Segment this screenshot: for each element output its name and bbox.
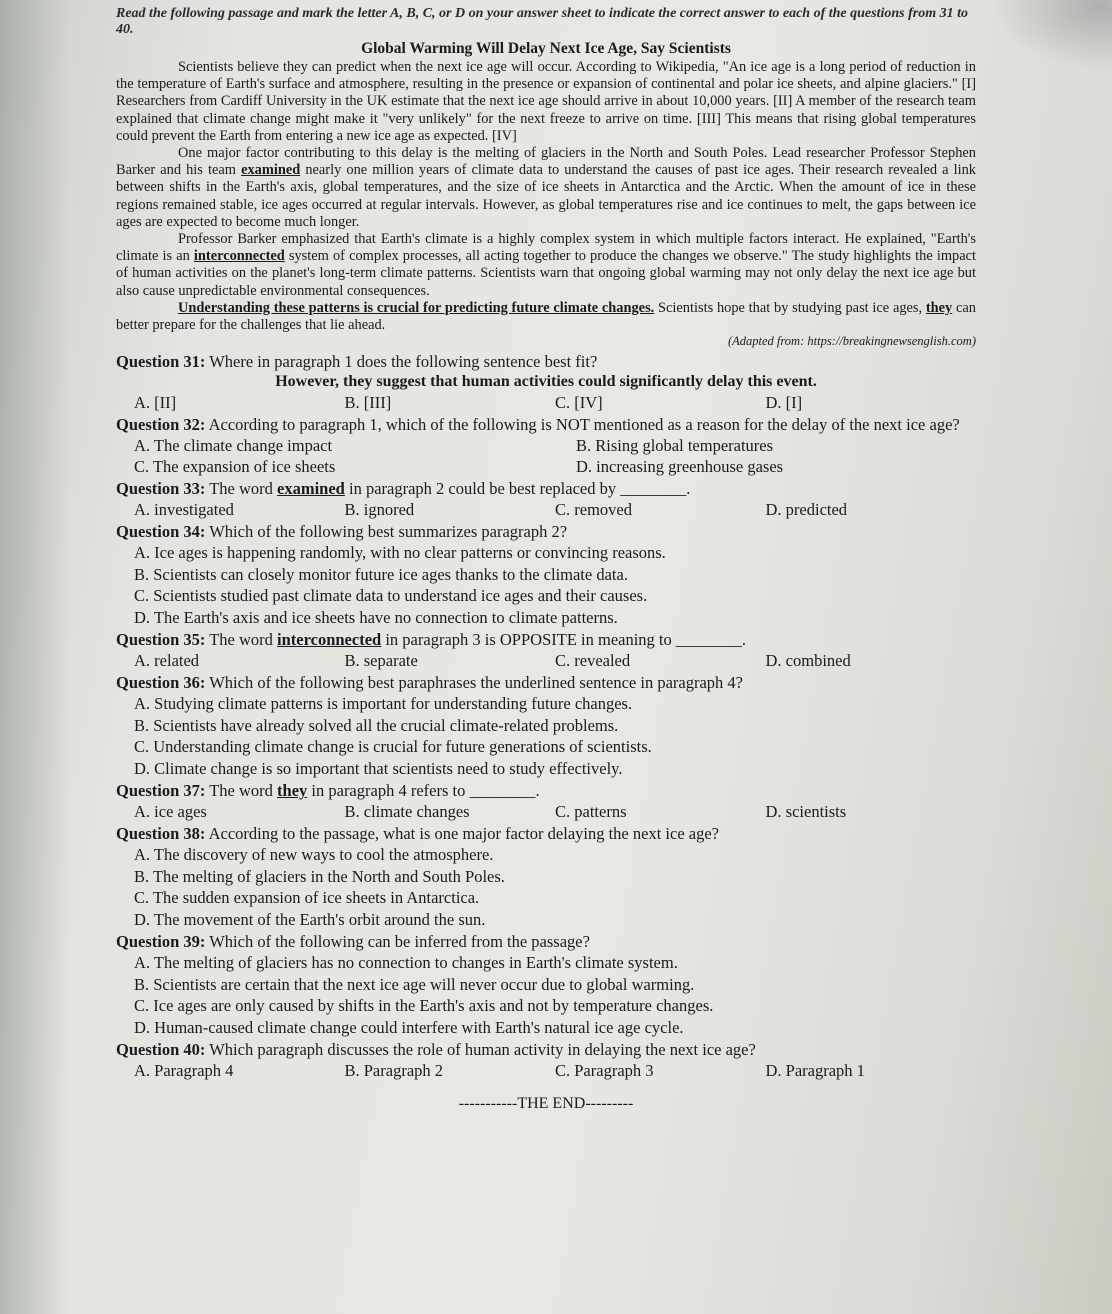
q40-option-d[interactable]: D. Paragraph 1 [765, 1061, 865, 1081]
q35-option-a[interactable]: A. related [134, 651, 200, 671]
q37-option-d[interactable]: D. scientists [765, 802, 847, 822]
question-33 [116, 478, 976, 499]
q38-label: Question 38: [116, 824, 206, 844]
paragraph-1: Scientists believe they can predict when the next ice age will occur. According to Wikipedia, "An ice age is a long period of reduction in the temperature of Earth's surface and atmosphere, resulting in the presence or expansion of continental and polar ice sheets, and alpine glaciers." [I] Researchers from Cardiff University in the UK estimate that the next ice age should arrive in about 10,000 years. [II] A member of the research team explained that climate change might make it "very unlikely" for the next freeze to arrive on time. [III] This means that rising global temperatures could prevent the Earth from entering a new ice age as expected. [IV] [116, 59, 976, 144]
q38-option-b[interactable]: B. The melting of glaciers in the North and South Poles. [134, 866, 505, 886]
q37-options [116, 801, 976, 822]
photo-shadow-left [0, 0, 70, 1314]
paragraph-2 [116, 145, 976, 231]
q31-option-b[interactable]: B. [III] [344, 393, 392, 413]
q37-option-a[interactable]: A. ice ages [134, 802, 207, 822]
q36-text: Which of the following best paraphrases the underlined sentence in paragraph 4? [205, 673, 743, 693]
q34-option-b[interactable]: B. Scientists can closely monitor future ice ages thanks to the climate data. [134, 564, 628, 584]
q33-label: Question 33: [116, 479, 206, 499]
q37-underlined-word: they [277, 781, 308, 801]
paragraph-4 [116, 300, 976, 334]
q38-option-d[interactable]: D. The movement of the Earth's orbit around the sun. [134, 909, 486, 929]
q36-option-b[interactable]: B. Scientists have already solved all the crucial climate-related problems. [134, 715, 619, 735]
q31-option-a[interactable]: A. [II] [134, 393, 177, 413]
q31-insert-sentence: However, they suggest that human activities could significantly delay this event. [275, 373, 817, 391]
q31-options [116, 392, 976, 413]
q39-label: Question 39: [116, 932, 206, 952]
q33-text-b: in paragraph 2 could be best replaced by ________. [344, 479, 691, 499]
q32-options [116, 435, 976, 477]
q37-text-a: The word [205, 781, 278, 801]
q32-option-b[interactable]: B. Rising global temperatures [576, 436, 774, 456]
q32-option-c[interactable]: C. The expansion of ice sheets [134, 457, 336, 477]
q38-text: According to the passage, what is one major factor delaying the next ice age? [205, 824, 719, 844]
q39-text: Which of the following can be inferred from the passage? [205, 932, 590, 952]
instructions: Read the following passage and mark the letter A, B, C, or D on your answer sheet to indicate the correct answer to each of the questions from 31 to 40. [116, 6, 968, 37]
question-36 [116, 672, 976, 693]
q36-option-d[interactable]: D. Climate change is so important that scientists need to study effectively. [134, 758, 623, 778]
photo-shadow-corner [992, 0, 1112, 70]
p4-underlined-word: they [925, 299, 953, 316]
q39-option-a[interactable]: A. The melting of glaciers has no connection to changes in Earth's climate system. [134, 953, 678, 973]
q33-option-d[interactable]: D. predicted [765, 500, 848, 520]
p3-text-a: Professor Barker emphasized that Earth's climate is a highly complex system in which multiple factors interact. He explained, "Earth's climate is an [116, 231, 976, 265]
q32-option-a[interactable]: A. The climate change impact [134, 436, 333, 456]
q35-option-d[interactable]: D. combined [765, 651, 851, 671]
q36-option-c[interactable]: C. Understanding climate change is crucial for future generations of scientists. [134, 737, 652, 757]
p4-underlined-sentence: Understanding these patterns is crucial for predicting future climate changes. [178, 299, 655, 316]
the-end-marker: -----------THE END--------- [458, 1095, 634, 1113]
source-prefix: (Adapted from: [727, 334, 808, 349]
question-35 [116, 629, 976, 650]
q37-label: Question 37: [116, 781, 206, 801]
paragraph-3 [116, 231, 976, 300]
p2-text-b: nearly one million years of climate data to understand the causes of past ice ages. Their research revealed a link between shifts in the Earth's axis, global temperatures, and the size of ice sheets in Antarctica and the Arctic. When the amount of ice in these regions remained stable, ice ages occurred at regular intervals. However, as global temperatures rise and ice continues to melt, the gaps between ice ages are expected to become much longer. [116, 162, 976, 230]
q35-label: Question 35: [116, 630, 206, 650]
question-39 [116, 931, 976, 952]
q36-label: Question 36: [116, 673, 206, 693]
question-38 [116, 823, 976, 844]
question-34 [116, 521, 976, 542]
p3-text-b: system of complex processes, all acting together to produce the changes we observe." The study highlights the impact of human activities on the planet's long-term climate patterns. Scientists warn that ongoing global warming may not only delay the next ice age but also cause unpredictable environmental consequences. [116, 248, 976, 299]
q31-text: Where in paragraph 1 does the following sentence best fit? [205, 352, 598, 372]
question-32 [116, 414, 976, 435]
q38-option-a[interactable]: A. The discovery of new ways to cool the atmosphere. [134, 845, 494, 865]
q31-option-c[interactable]: C. [IV] [555, 393, 603, 413]
q40-text: Which paragraph discusses the role of human activity in delaying the next ice age? [205, 1040, 756, 1060]
q40-option-a[interactable]: A. Paragraph 4 [134, 1061, 234, 1081]
q35-text-a: The word [205, 630, 278, 650]
question-37 [116, 780, 976, 801]
p4-text-b: can better prepare for the challenges that lie ahead. [116, 299, 976, 334]
q35-underlined-word: interconnected [277, 630, 382, 650]
q40-option-b[interactable]: B. Paragraph 2 [344, 1061, 444, 1081]
q40-option-c[interactable]: C. Paragraph 3 [555, 1061, 654, 1081]
q34-option-c[interactable]: C. Scientists studied past climate data to understand ice ages and their causes. [134, 586, 648, 606]
q31-option-d[interactable]: D. [I] [765, 393, 803, 413]
q34-option-a[interactable]: A. Ice ages is happening randomly, with no clear patterns or convincing reasons. [134, 543, 666, 563]
question-40 [116, 1039, 976, 1060]
q32-option-d[interactable]: D. increasing greenhouse gases [576, 457, 784, 477]
q35-option-b[interactable]: B. separate [344, 651, 418, 671]
q37-text-b: in paragraph 4 refers to ________. [307, 781, 540, 801]
q33-option-a[interactable]: A. investigated [134, 500, 234, 520]
q33-options [116, 499, 976, 520]
q36-option-a[interactable]: A. Studying climate patterns is important for understanding future changes. [134, 694, 633, 714]
q33-option-b[interactable]: B. ignored [344, 500, 415, 520]
q32-label: Question 32: [116, 415, 206, 435]
q40-label: Question 40: [116, 1040, 206, 1060]
q34-option-d[interactable]: D. The Earth's axis and ice sheets have no connection to climate patterns. [134, 607, 618, 627]
q38-option-c[interactable]: C. The sudden expansion of ice sheets in Antarctica. [134, 888, 480, 908]
q39-option-c[interactable]: C. Ice ages are only caused by shifts in the Earth's axis and not by temperature changes. [134, 996, 714, 1016]
q37-option-b[interactable]: B. climate changes [344, 802, 470, 822]
q37-option-c[interactable]: C. patterns [555, 802, 627, 822]
passage-title: Global Warming Will Delay Next Ice Age, Say Scientists [361, 40, 731, 57]
exam-sheet [96, 0, 976, 1314]
p3-underlined-word: interconnected [193, 248, 285, 265]
q33-option-c[interactable]: C. removed [555, 500, 632, 520]
q35-option-c[interactable]: C. revealed [555, 651, 631, 671]
q40-options [116, 1060, 976, 1081]
q34-label: Question 34: [116, 522, 206, 542]
p4-text-a: Scientists hope that by studying past ice ages, [654, 299, 926, 316]
p2-text-a: One major factor contributing to this delay is the melting of glaciers in the North and South Poles. Lead researcher Professor Stephen Barker and his team [116, 145, 976, 179]
question-31 [116, 351, 976, 372]
q33-text-a: The word [205, 479, 278, 499]
q35-text-b: in paragraph 3 is OPPOSITE in meaning to ________. [381, 630, 747, 650]
p2-underlined-word: examined [241, 162, 301, 179]
q35-options [116, 650, 976, 671]
q39-option-d[interactable]: D. Human-caused climate change could interfere with Earth's natural ice age cycle. [134, 1017, 684, 1037]
q34-text: Which of the following best summarizes paragraph 2? [205, 522, 568, 542]
q32-text: According to paragraph 1, which of the following is NOT mentioned as a reason for the delay of the next ice age? [205, 415, 960, 435]
source-credit [116, 334, 976, 349]
q39-option-b[interactable]: B. Scientists are certain that the next ice age will never occur due to global warming. [134, 974, 695, 994]
q33-underlined-word: examined [277, 479, 345, 499]
source-suffix: ) [971, 334, 976, 349]
source-link[interactable]: https://breakingnewsenglish.com [807, 334, 972, 349]
q31-label: Question 31: [116, 352, 206, 372]
